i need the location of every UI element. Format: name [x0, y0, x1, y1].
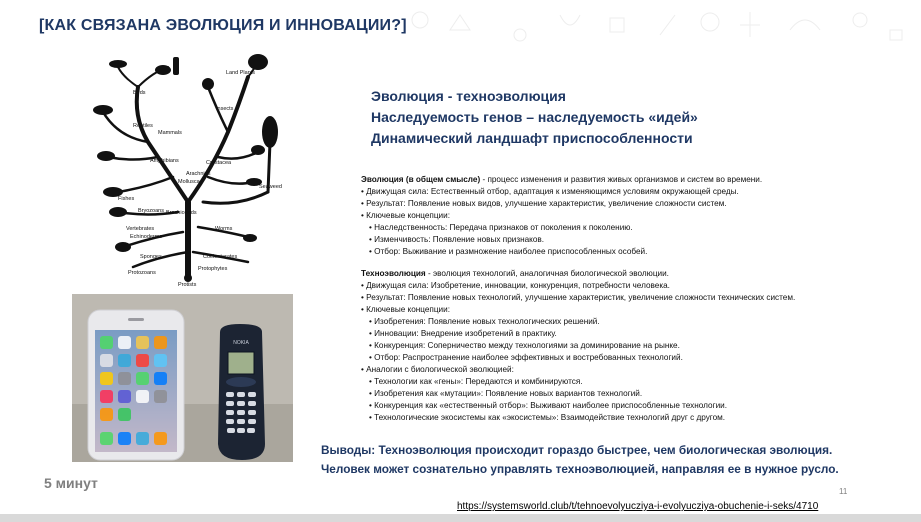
smartphone-image: [88, 310, 184, 460]
tree-label-reptiles: Reptiles: [133, 123, 153, 129]
tree-label-birds: Birds: [133, 90, 146, 96]
headline-line-2: Наследуемость генов – наследуемость «идей»: [371, 109, 698, 125]
evolution-definition: [361, 174, 906, 186]
headline-line-3: Динамический ландшафт приспособленности: [371, 130, 693, 146]
evolution-subitem: • Наследственность: Передача признаков от поколения к поколению.: [369, 223, 633, 232]
tree-label-amphibians: Amphibians: [150, 158, 179, 164]
tree-label-bryozoans: Bryozoans: [138, 208, 164, 214]
technoevolution-item: • Результат: Появление новых технологий, улучшение характеристик, увеличение сложности технических систем.: [361, 293, 796, 302]
nokia-phone-image: [218, 324, 265, 460]
technoevolution-definition-text: - эволюция технологий, аналогичная биологической эволюции.: [425, 269, 669, 278]
tree-label-mammals: Mammals: [158, 130, 182, 136]
evolution-definition-text: - процесс изменения и развития живых организмов и систем во времени.: [480, 175, 763, 184]
tree-label-coelenterates: Coelenterates: [203, 254, 238, 260]
analogy-subitem: • Технологии как «гены»: Передаются и комбинируются.: [369, 377, 583, 386]
tree-label-echinoderms: Echinoderms: [130, 234, 163, 240]
nokia-brand-label: NOKIA: [233, 340, 249, 346]
headline-line-1: Эволюция - техноэволюция: [371, 88, 566, 104]
tree-label-fishes: Fishes: [118, 196, 135, 202]
technoevolution-subitem: • Конкуренция: Соперничество между технологиями за доминирование на рынке.: [369, 341, 680, 350]
evolution-subitem: • Отбор: Выживание и размножение наиболее приспособленных особей.: [369, 247, 648, 256]
slide-title: [КАК СВЯЗАНА ЭВОЛЮЦИЯ И ИННОВАЦИИ?]: [39, 17, 407, 34]
tree-label-sponges: Sponges: [140, 254, 162, 260]
analogy-subitem: • Конкуренция как «естественный отбор»: Выживают наиболее приспособленные технологии.: [369, 401, 728, 410]
analogy-subitem: • Изобретения как «мутации»: Появление новых вариантов технологий.: [369, 389, 643, 398]
body-text: [361, 174, 906, 434]
technoevolution-term: Техноэволюция: [361, 269, 426, 278]
bottom-bar: [0, 514, 921, 522]
technoevolution-subitem: • Отбор: Распространение наиболее эффективных и востребованных технологий.: [369, 353, 683, 362]
phones-photo: [72, 294, 293, 462]
tree-label-mollusca: Mollusca: [178, 179, 200, 185]
analogy-subitem: • Технологические экосистемы как «экосистемы»: Взаимодействие технологий друг с другом.: [369, 413, 726, 422]
analogy-item: • Аналогии с биологической эволюцией:: [361, 365, 514, 374]
tree-label-protozoans: Protozoans: [128, 270, 156, 276]
tree-label-protists: Protists: [178, 282, 197, 288]
tree-label-crustacea: Crustacea: [206, 160, 232, 166]
evolution-subitem: • Изменчивость: Появление новых признаков.: [369, 235, 544, 244]
evolution-item: • Результат: Появление новых видов, улучшение характеристик, увеличение сложности систем.: [361, 199, 727, 208]
tree-label-seaweed: Seaweed: [259, 184, 282, 190]
evolution-section: [361, 174, 906, 258]
technoevolution-subitem: • Изобретения: Появление новых технологических решений.: [369, 317, 600, 326]
technoevolution-definition: [361, 268, 906, 280]
evolution-item: • Ключевые концепции:: [361, 211, 450, 220]
tree-label-insects: Insects: [216, 106, 234, 112]
evolution-tree-illustration: [78, 52, 288, 288]
tree-label-vertebrates: Vertebrates: [126, 226, 155, 232]
tree-label-protophytes: Protophytes: [198, 266, 228, 272]
timer-label: 5 минут: [44, 475, 98, 491]
technoevolution-item: • Движущая сила: Изобретение, инновации, конкуренция, потребности человека.: [361, 281, 670, 290]
tree-label-arachnids: Arachnids: [186, 171, 211, 177]
headline: [371, 86, 698, 149]
page-number: 11: [839, 487, 848, 496]
conclusion-line-1: Выводы: Техноэволюция происходит гораздо быстрее, чем биологическая эволюция.: [321, 443, 833, 457]
source-link[interactable]: https://systemsworld.club/t/tehnoevolyucziya-i-evolyucziya-obuchenie-i-seks/4710: [457, 501, 819, 512]
technoevolution-item: • Ключевые концепции:: [361, 305, 450, 314]
tree-label-brachiopods: Brachiopods: [166, 210, 197, 216]
technoevolution-section: [361, 268, 906, 424]
evolution-term: Эволюция (в общем смысле): [361, 175, 481, 184]
conclusion-line-2: Человек может сознательно управлять техноэволюцией, направляя ее в нужное русло.: [321, 462, 839, 476]
tree-label-worms: Worms: [215, 226, 233, 232]
evolution-item: • Движущая сила: Естественный отбор, адаптация к изменяющимся условиям окружающей среды.: [361, 187, 739, 196]
tree-label-land-plants: Land Plants: [226, 70, 256, 76]
conclusion: [321, 441, 911, 479]
technoevolution-subitem: • Инновации: Внедрение изобретений в практику.: [369, 329, 557, 338]
